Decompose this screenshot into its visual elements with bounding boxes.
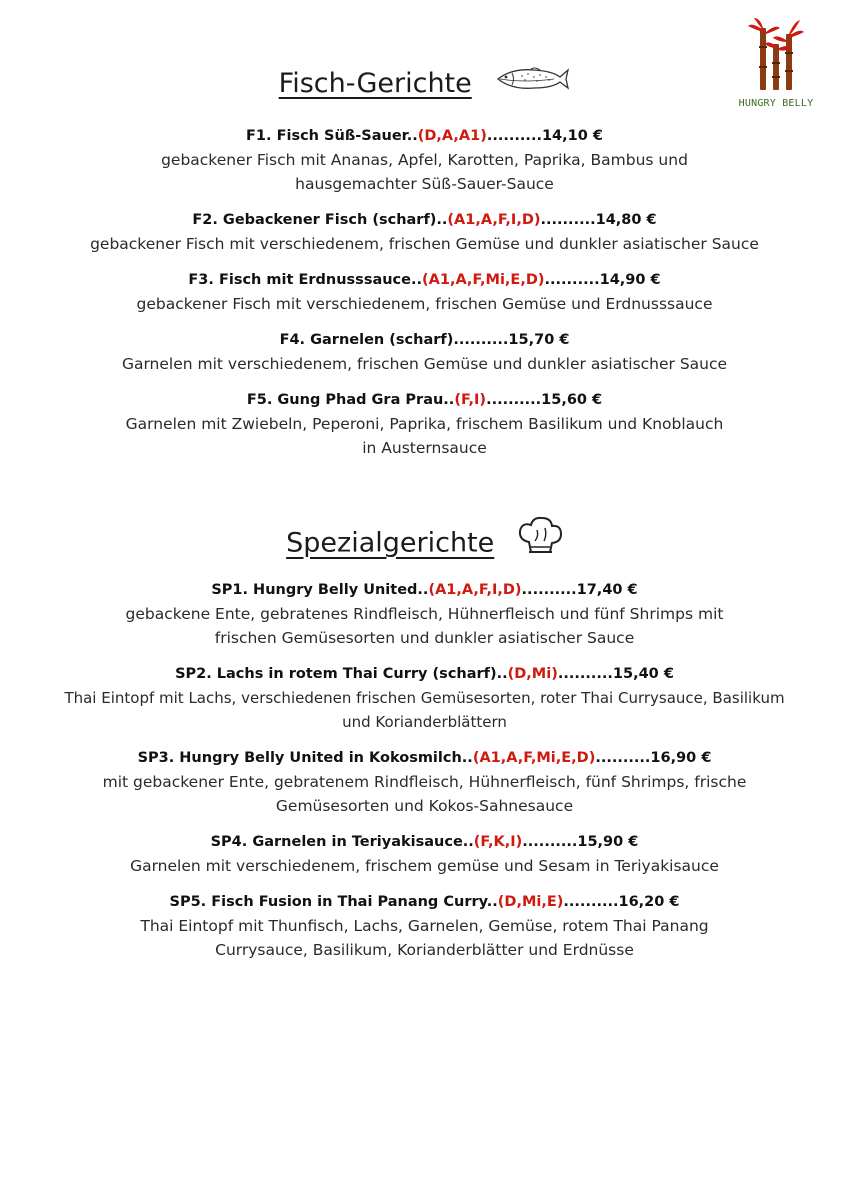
- dish-allergens: (A1,A,F,I,D): [447, 212, 541, 228]
- dish-name: SP4. Garnelen in Teriyakisauce..: [210, 834, 474, 850]
- dish-description: mit gebackener Ente, gebratenem Rindfleisch, Hühnerfleisch, fünf Shrimps, frische Gemüsesorten und Kokos-Sahnesauce: [102, 773, 747, 815]
- dish-heading: [0, 746, 849, 770]
- section-title: [0, 516, 849, 560]
- menu-item: [0, 328, 849, 376]
- dish-price: ..........17,40 €: [521, 582, 638, 598]
- dish-heading: [0, 124, 849, 148]
- dish-allergens: (A1,A,F,Mi,E,D): [422, 272, 545, 288]
- dish-heading: [0, 578, 849, 602]
- dish-heading: [0, 208, 849, 232]
- dish-heading: [0, 830, 849, 854]
- menu-item: [0, 746, 849, 818]
- dish-name: SP5. Fisch Fusion in Thai Panang Curry..: [169, 894, 498, 910]
- section-title: [0, 62, 849, 106]
- dish-name: F1. Fisch Süß-Sauer..: [246, 128, 418, 144]
- menu-item: [0, 124, 849, 196]
- dish-allergens: (D,Mi,E): [497, 894, 564, 910]
- dish-price: ..........14,80 €: [540, 212, 657, 228]
- dish-description: Thai Eintopf mit Lachs, verschiedenen frischen Gemüsesorten, roter Thai Currysauce, Basilikum und Korianderblättern: [64, 689, 785, 731]
- dish-name: SP3. Hungry Belly United in Kokosmilch..: [137, 750, 473, 766]
- section-title-text: Spezialgerichte: [286, 527, 495, 559]
- menu-item: [0, 208, 849, 256]
- dish-allergens: (F,K,I): [473, 834, 523, 850]
- section-fish: [0, 62, 849, 472]
- dish-name: SP2. Lachs in rotem Thai Curry (scharf)..: [175, 666, 508, 682]
- dish-heading: [0, 328, 849, 352]
- dish-description: gebackener Fisch mit verschiedenem, frischen Gemüse und Erdnusssauce: [136, 295, 713, 313]
- dish-description: gebackener Fisch mit Ananas, Apfel, Karotten, Paprika, Bambus und hausgemachter Süß-Sauer-Sauce: [161, 151, 688, 193]
- dish-description: gebackener Fisch mit verschiedenem, frischen Gemüse und dunkler asiatischer Sauce: [90, 235, 759, 253]
- dish-description: Thai Eintopf mit Thunfisch, Lachs, Garnelen, Gemüse, rotem Thai Panang Currysauce, Basilikum, Korianderblätter und Erdnüsse: [140, 917, 709, 959]
- menu-item: [0, 388, 849, 460]
- dish-heading: [0, 268, 849, 292]
- logo-text: HUNGRY BELLY: [738, 98, 814, 109]
- menu-item: [0, 578, 849, 650]
- dish-name: SP1. Hungry Belly United..: [211, 582, 429, 598]
- section-title-text: Fisch-Gerichte: [278, 68, 472, 99]
- menu-item: [0, 662, 849, 734]
- dish-allergens: (D,Mi): [507, 666, 558, 682]
- dish-price: ..........15,60 €: [486, 392, 603, 408]
- menu-item: [0, 830, 849, 878]
- dish-name: F3. Fisch mit Erdnusssauce..: [188, 272, 422, 288]
- dish-description: Garnelen mit Zwiebeln, Peperoni, Paprika, frischem Basilikum und Knoblauch in Austernsauce: [125, 415, 724, 457]
- dish-allergens: (A1,A,F,Mi,E,D): [472, 750, 596, 766]
- dish-heading: [0, 662, 849, 686]
- dish-allergens: (F,I): [454, 392, 487, 408]
- menu-item: [0, 890, 849, 962]
- dish-description: Garnelen mit verschiedenem, frischem gemüse und Sesam in Teriyakisauce: [130, 857, 719, 875]
- dish-price: ..........15,40 €: [557, 666, 674, 682]
- dish-price: ..........16,90 €: [595, 750, 712, 766]
- dish-price: ..........14,10 €: [486, 128, 603, 144]
- dish-name: F2. Gebackener Fisch (scharf)..: [192, 212, 448, 228]
- dish-description: gebackene Ente, gebratenes Rindfleisch, Hühnerfleisch und fünf Shrimps mit frischen Gemüsesorten und dunkler asiatischer Sauce: [125, 605, 724, 647]
- dish-heading: [0, 890, 849, 914]
- dish-price: ..........14,90 €: [544, 272, 661, 288]
- fish-icon: [494, 63, 570, 107]
- dish-price: ..........16,20 €: [563, 894, 680, 910]
- dish-heading: [0, 388, 849, 412]
- dish-allergens: (A1,A,F,I,D): [428, 582, 522, 598]
- dish-price: ..........15,70 €: [453, 332, 570, 348]
- section-specials: [0, 516, 849, 974]
- menu-item: [0, 268, 849, 316]
- dish-allergens: (D,A,A1): [417, 128, 487, 144]
- dish-price: ..........15,90 €: [522, 834, 639, 850]
- dish-name: F4. Garnelen (scharf): [279, 332, 454, 348]
- dish-description: Garnelen mit verschiedenem, frischen Gemüse und dunkler asiatischer Sauce: [121, 355, 728, 373]
- chef-hat-icon: [517, 516, 563, 572]
- dish-name: F5. Gung Phad Gra Prau..: [246, 392, 455, 408]
